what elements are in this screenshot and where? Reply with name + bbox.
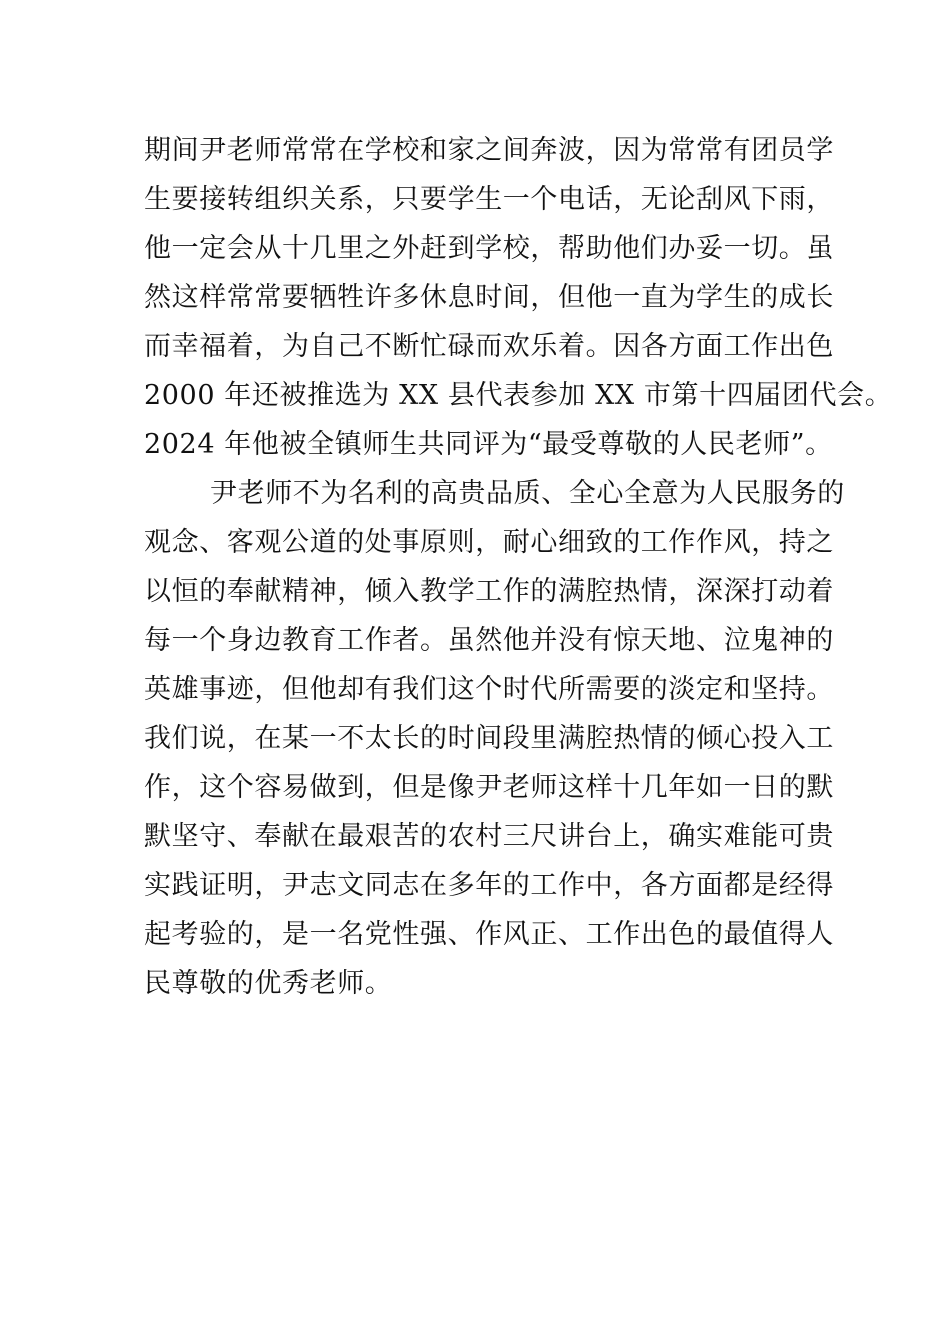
text-line: 期间尹老师常常在学校和家之间奔波，因为常常有团员学: [144, 135, 834, 166]
body-text: [144, 126, 893, 1008]
text-line: 每一个身边教育工作者。虽然他并没有惊天地、泣鬼神的: [144, 625, 834, 656]
text-line-indented: 尹老师不为名利的高贵品质、全心全意为人民服务的: [210, 478, 845, 509]
text-line: 2000 年还被推选为 XX 县代表参加 XX 市第十四届团代会。: [144, 380, 893, 411]
text-line: 2024 年他被全镇师生共同评为“最受尊敬的人民老师”。: [144, 429, 833, 460]
text-line: 我们说，在某一不太长的时间段里满腔热情的倾心投入工: [144, 723, 834, 754]
text-line: 默坚守、奉献在最艰苦的农村三尺讲台上，确实难能可贵: [144, 821, 834, 852]
paragraph-1: [144, 126, 893, 469]
paragraph-2: [144, 469, 844, 1008]
text-line: 观念、客观公道的处事原则，耐心细致的工作作风，持之: [144, 527, 834, 558]
text-line: 实践证明，尹志文同志在多年的工作中，各方面都是经得: [144, 870, 834, 901]
text-line: 然这样常常要牺牲许多休息时间，但他一直为学生的成长: [144, 282, 834, 313]
text-line: 作，这个容易做到，但是像尹老师这样十几年如一日的默: [144, 772, 834, 803]
text-line: 他一定会从十几里之外赶到学校，帮助他们办妥一切。虽: [144, 233, 834, 264]
text-line: 生要接转组织关系，只要学生一个电话，无论刮风下雨，: [144, 184, 834, 215]
text-line: 以恒的奉献精神，倾入教学工作的满腔热情，深深打动着: [144, 576, 834, 607]
text-line: 而幸福着，为自己不断忙碌而欢乐着。因各方面工作出色: [144, 331, 834, 362]
text-line: 英雄事迹，但他却有我们这个时代所需要的淡定和坚持。: [144, 674, 834, 705]
text-line: 起考验的，是一名党性强、作风正、工作出色的最值得人: [144, 919, 834, 950]
text-line: 民尊敬的优秀老师。: [144, 968, 393, 999]
